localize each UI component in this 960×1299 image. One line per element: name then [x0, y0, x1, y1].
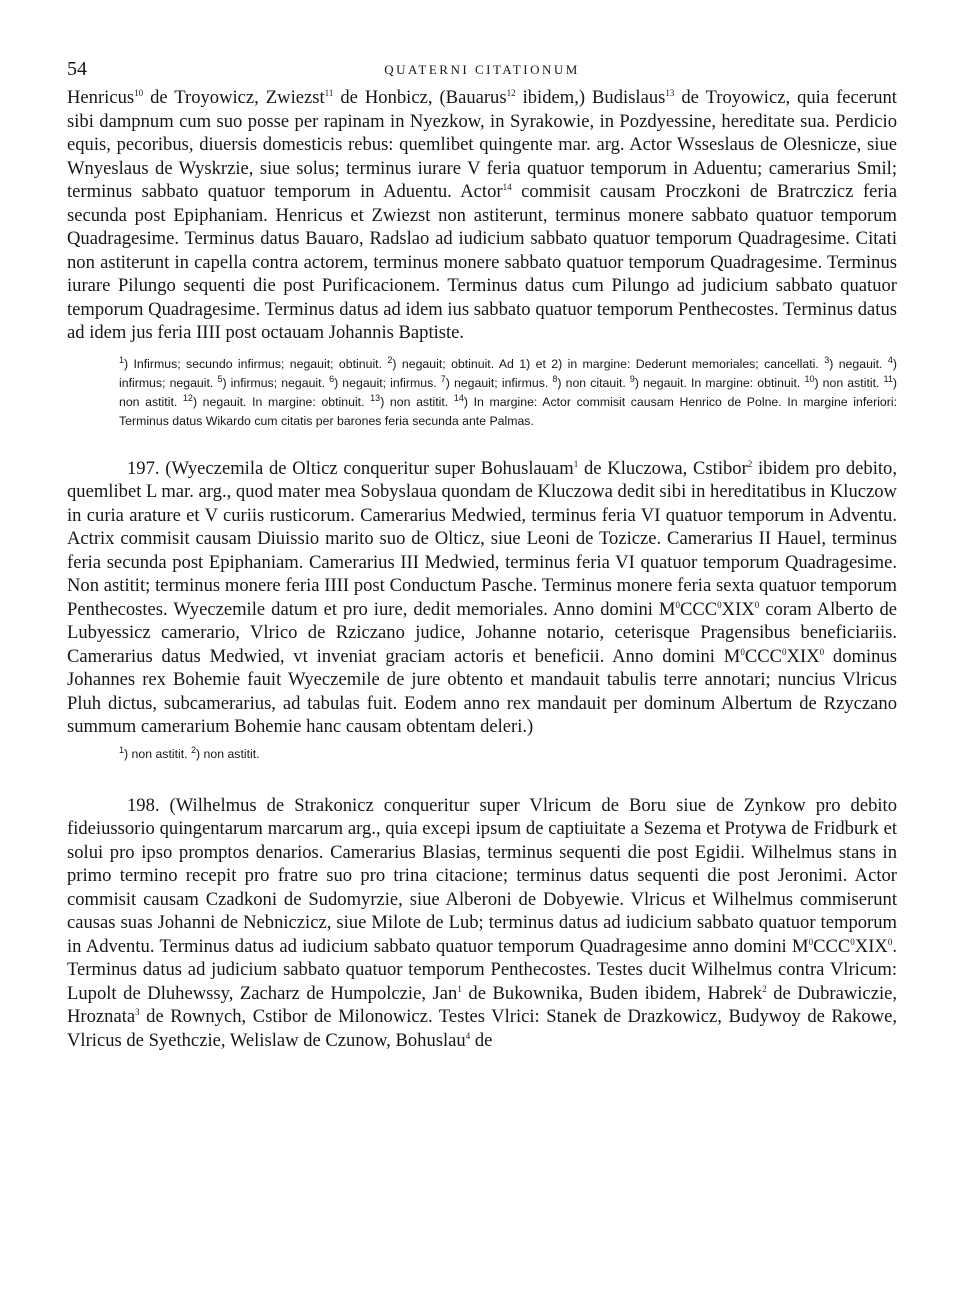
running-title: QUATERNI CITATIONUM — [384, 62, 580, 77]
entry-197: 197. (Wyeczemila de Olticz conqueritur super Bohuslauam$^1$ de Kluczowa, Cstibor$^2$ ibidem pro debito, quemlibet L mar. arg., quod mater mea Sobyslaua quondam de Kluczowa dedit sibi in hereditatibus in Kluczow in curia arature et V curiis rusticorum. Camerarius Medwied, terminus feria VI quatuor temporum in Adventu. Actrix commisit causam Diuissio marito suo de Olticz, siue Leoni de Tozicze. Camerarius II Hauel, terminus feria secunda post Epiphaniam. Camerarius III Medwied, terminus feria VI quatuor temporum Quadragesime. Non astitit; terminus monere feria IIII post Conductum Pasche. Terminus monere feria sexta quatuor temporum Penthecostes. Wyeczemile datum et pro iure, dedit memoriales. Anno domini $M^0CCC^0XIX^0$ coram Alberto de Lubyessicz camerario, Vlrico de Rziczano judice, Johanne notario, ceterisque Pragensibus beneficiariis. Camerarius datus Medwied, vt inveniat graciam actoris et beneficii. Anno domini $M^0CCC^0XIX^0$ dominus Johannes rex Bohemie fauit Wyeczemile de jure obtento et mandauit tabulis terre annotari; nuncius Vlricus Pluh dictus, subcamerarius, ad tabulas fuit. Eodem anno rex mandauit per dominum Albertum de Rzyczano summum camerarium Bohemie hanc causam obtentam deleri.) — [67, 457, 897, 737]
page — [67, 56, 897, 1052]
footnotes-entry-197: $^1$) non astitit. $^2$) non astitit. — [119, 744, 260, 761]
page-number: 54 — [67, 58, 87, 80]
continued-entry: Henricus$^{10}$ de Troyowicz, Zwiezst$^{11}$ de Honbicz, (Bauarus$^{12}$ ibidem,) Budislaus$^{13}$ de Troyowicz, quia fecerunt sibi dampnum cum suo posse per rapinam in Nyezkow, in Syrakowie, in Pozdyessine, hereditate sua. Perdicio equis, pecoribus, diuersis domesticis rebus: quemlibet quingente mar. arg. Actor Wsseslaus de Olesnicze, siue Wnyeslaus de Wyskrzie, siue solus; terminus iurare V feria quatuor temporum in Aduentu; camerarius Smil; terminus sabbato quatuor temporum in Aduentu. Actor$^{14}$ commisit causam Proczkoni de Bratrczicz feria secunda post Epiphaniam. Henricus et Zwiezst non astiterunt, terminus monere sabbato quatuor temporum Quadragesime. Terminus datus Bauaro, Radslao ad iudicium sabbato quatuor temporum Quadragesime. Citati non astiterunt in capella contra actorem, terminus monere sabbato quatuor temporum Quadragesime. Terminus iurare Pilungo sequenti die post Purificacionem. Terminus datus cum Pilungo ad judicium sabbato quatuor temporum Quadragesime. Terminus datus ad idem ius sabbato quatuor temporum Penthecostes. Terminus datus ad idem jus feria IIII post octauam Johannis Baptiste. — [67, 87, 897, 343]
footnotes-continued-entry: $^1$) Infirmus; secundo infirmus; negauit; obtinuit. $^2$) negauit; obtinuit. Ad 1) et 2) in margine: Dederunt memoriales; cancellati. $^3$) negauit. $^4$) infirmus; negauit. $^5$) infirmus; negauit. $^6$) negauit; infirmus. $^7$) negauit; infirmus. $^8$) non citauit. $^9$) negauit. In margine: obtinuit. $^{10}$) non astitit. $^{11}$) non astitit. $^{12}$) negauit. In margine: obtinuit. $^{13}$) non astitit. $^{14}$) In margine: Actor commisit causam Henrico de Polne. In margine inferiori: Terminus datus Wikardo cum citatis per barones feria secunda ante Palmas. — [119, 354, 898, 428]
entry-198: 198. (Wilhelmus de Strakonicz conqueritur super Vlricum de Boru siue de Zynkow pro debito fideiussorio quingentarum marcarum arg., quia excepi ipsum de captiuitate a Sezema et Protywa de Fridburk et solui pro ipso promptos denarios. Camerarius Blasias, terminus sequenti die post Egidii. Wilhelmus stans in primo termino recepit pro fratre suo pro trina citacione; terminus datus sequenti die post Jeronimi. Actor commisit causam Czadkoni de Sudomyrzie, siue Alberoni de Dobyewie. Vlricus et Wilhelmus commiserunt causas suas Johanni de Nebniczicz, siue Milote de Lub; terminus datus ad iudicium sabbato quatuor temporum in Adventu. Terminus datus ad iudicium sabbato quatuor temporum Quadragesime anno domini $M^0CCC^0XIX^0$. Terminus datus ad judicium sabbato quatuor temporum Penthecostes. Testes ducit Wilhelmus contra Vlricum: Lupolt de Dluhewssy, Zacharz de Humpolczie, Jan$^1$ de Bukownika, Buden ibidem, Habrek$^2$ de Dubrawiczie, Hroznata$^3$ de Rownych, Cstibor de Milonowicz. Testes Vlrici: Stanek de Drazkowicz, Budywoy de Rakowe, Vlricus de Syethczie, Welislaw de Czunow, Bohuslau$^4$ de — [67, 794, 898, 1051]
page-header — [67, 56, 897, 86]
